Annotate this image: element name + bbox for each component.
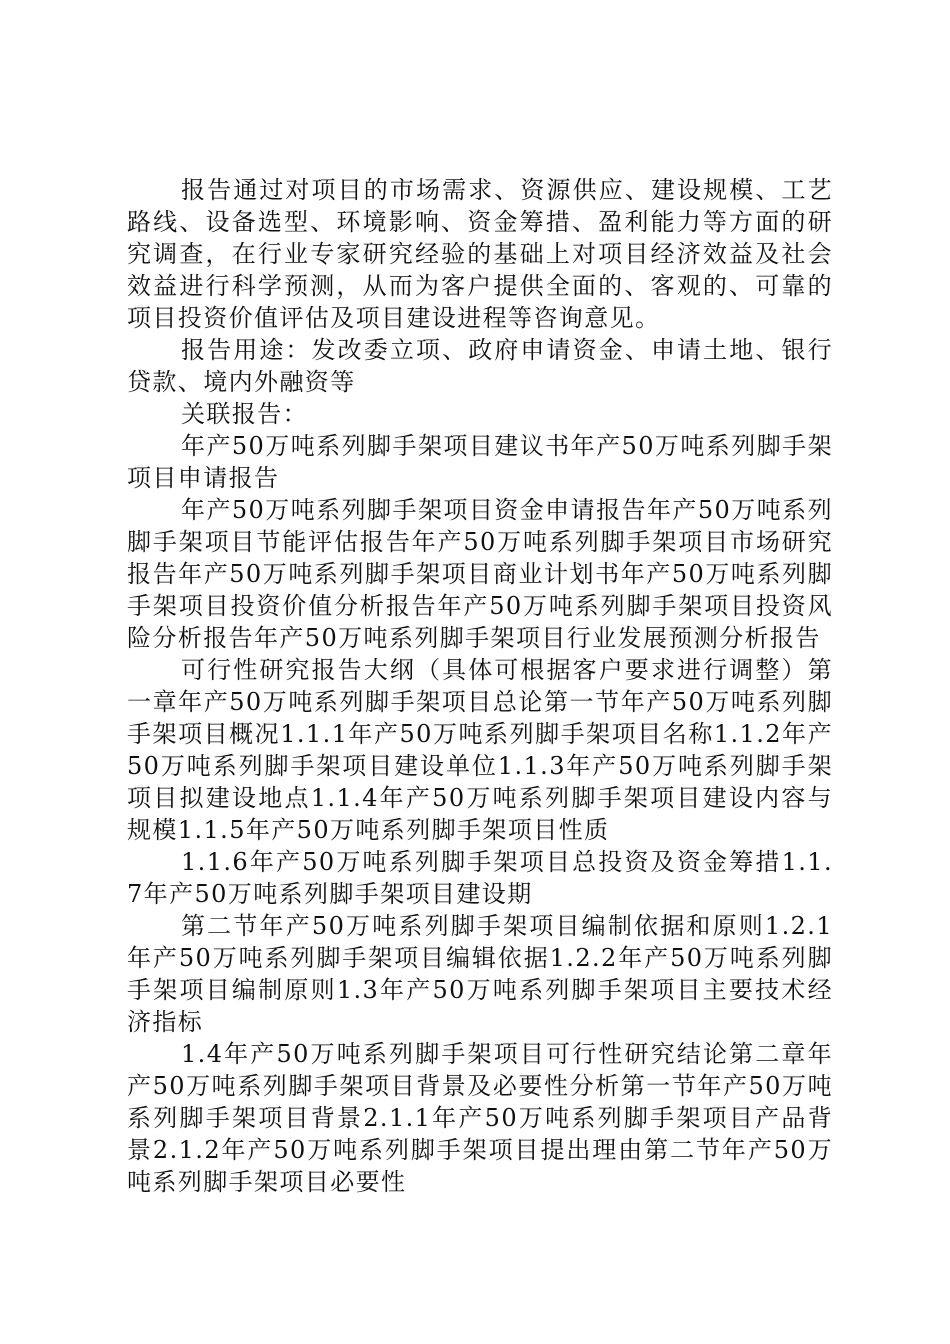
paragraph-outline-section-2: 第二节年产50万吨系列脚手架项目编制依据和原则1.2.1年产50万吨系列脚手架项目编辑依据1.2.2年产50万吨系列脚手架项目编制原则1.3年产50万吨系列脚手架项目主要技术经济指标 xyxy=(127,912,833,1036)
paragraph-report-usage: 报告用途：发改委立项、政府申请资金、申请土地、银行贷款、境内外融资等 xyxy=(127,336,833,396)
document-body xyxy=(127,174,833,1198)
paragraph-outline-chapter-2: 1.4年产50万吨系列脚手架项目可行性研究结论第二章年产50万吨系列脚手架项目背景及必要性分析第一节年产50万吨系列脚手架项目背景2.1.1年产50万吨系列脚手架项目产品背景2.1.2年产50万吨系列脚手架项目提出理由第二节年产50万吨系列脚手架项目必要性 xyxy=(127,1040,833,1196)
paragraph-related-reports-1: 年产50万吨系列脚手架项目建议书年产50万吨系列脚手架项目申请报告 xyxy=(127,432,833,492)
paragraph-outline-chapter-1: 可行性研究报告大纲（具体可根据客户要求进行调整）第一章年产50万吨系列脚手架项目总论第一节年产50万吨系列脚手架项目概况1.1.1年产50万吨系列脚手架项目名称1.1.2年产50万吨系列脚手架项目建设单位1.1.3年产50万吨系列脚手架项目拟建设地点1.1.4年产50万吨系列脚手架项目建设内容与规模1.1.5年产50万吨系列脚手架项目性质 xyxy=(127,656,833,844)
paragraph-report-overview: 报告通过对项目的市场需求、资源供应、建设规模、工艺路线、设备选型、环境影响、资金筹措、盈利能力等方面的研究调查，在行业专家研究经验的基础上对项目经济效益及社会效益进行科学预测，从而为客户提供全面的、客观的、可靠的项目投资价值评估及项目建设进程等咨询意见。 xyxy=(127,176,833,332)
paragraph-outline-1-1-6: 1.1.6年产50万吨系列脚手架项目总投资及资金筹措1.1.7年产50万吨系列脚手架项目建设期 xyxy=(127,848,833,908)
paragraph-related-reports-2: 年产50万吨系列脚手架项目资金申请报告年产50万吨系列脚手架项目节能评估报告年产50万吨系列脚手架项目市场研究报告年产50万吨系列脚手架项目商业计划书年产50万吨系列脚手架项目投资价值分析报告年产50万吨系列脚手架项目投资风险分析报告年产50万吨系列脚手架项目行业发展预测分析报告 xyxy=(127,496,833,652)
paragraph-related-reports-heading: 关联报告： xyxy=(181,400,308,428)
